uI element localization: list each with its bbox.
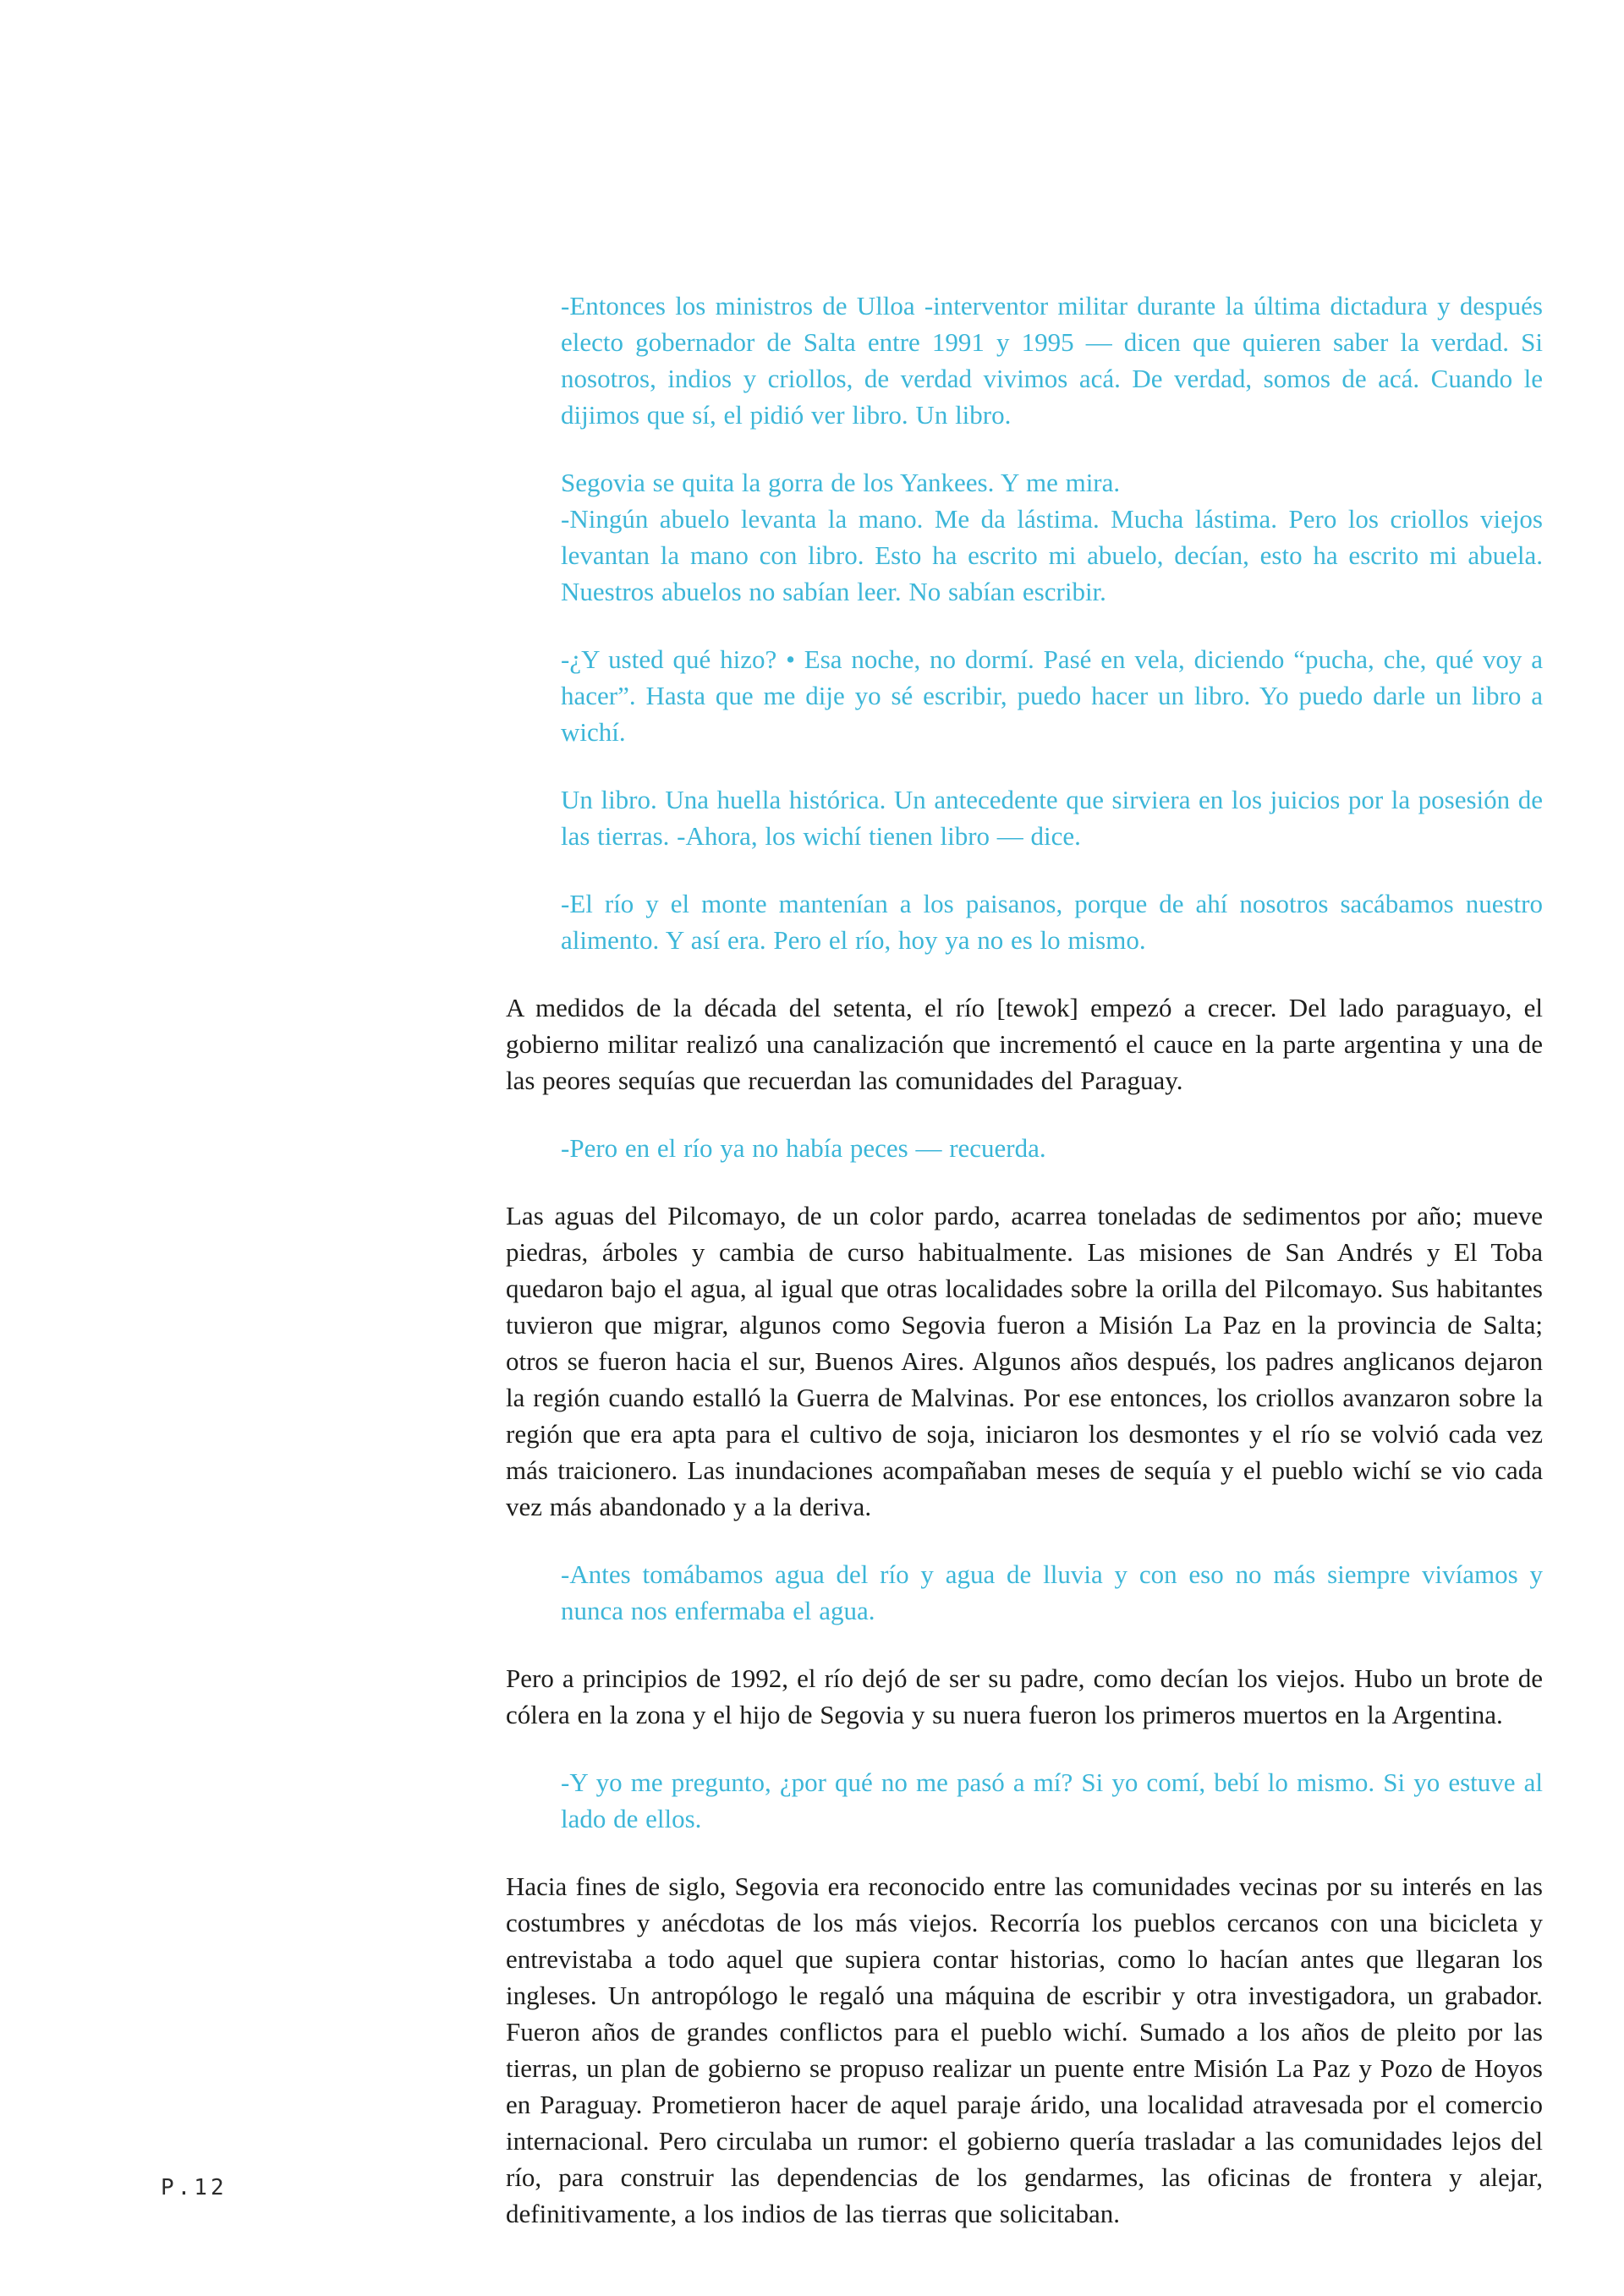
quote-paragraph: Un libro. Una huella histórica. Un antecedente que sirviera en los juicios por la posesión de las tierras. -Ahora, los wichí tienen libro — dice.	[561, 785, 1543, 851]
page-footer	[161, 2175, 228, 2200]
body-paragraph: Hacia fines de siglo, Segovia era reconocido entre las comunidades vecinas por su interés en las costumbres y anécdotas de los más viejos. Recorría los pueblos cercanos con una bicicleta y entrevistaba a todo aquel que supiera contar historias, como lo hacían antes que llegaran los ingleses. Un antropólogo le regaló una máquina de escribir y otra investigadora, un grabador. Fueron años de grandes conflictos para el pueblo wichí. Sumado a los años de pleito por las tierras, un plan de gobierno se propuso realizar un puente entre Misión La Paz y Pozo de Hoyos en Paraguay. Prometieron hacer de aquel paraje árido, una localidad atravesada por el comercio internacional. Pero circulaba un rumor: el gobierno quería trasladar a las comunidades lejos del río, para construir las dependencias de los gendarmes, las oficinas de frontera y alejar, definitivamente, a los indios de las tierras que solicitaban.	[506, 1871, 1543, 2228]
body-paragraph: Las aguas del Pilcomayo, de un color pardo, acarrea toneladas de sedimentos por año; mueve piedras, árboles y cambia de curso habitualmente. Las misiones de San Andrés y El Toba quedaron bajo el agua, al igual que otras localidades sobre la orilla del Pilcomayo. Sus habitantes tuvieron que migrar, algunos como Segovia fueron a Misión La Paz en la provincia de Salta; otros se fueron hacia el sur, Buenos Aires. Algunos años después, los padres anglicanos dejaron la región cuando estalló la Guerra de Malvinas. Por ese entonces, los criollos avanzaron sobre la región que era apta para el cultivo de soja, iniciaron los desmontes y el río se volvió cada vez más traicionero. Las inundaciones acompañaban meses de sequía y el pueblo wichí se vio cada vez más abandonado y a la deriva.	[506, 1201, 1543, 1521]
quote-paragraph: -¿Y usted qué hizo? • Esa noche, no dormí. Pasé en vela, diciendo “pucha, che, qué voy a hacer”. Hasta que me dije yo sé escribir, puedo hacer un libro. Yo puedo darle un libro a wichí.	[561, 644, 1543, 747]
quote-paragraph: -Entonces los ministros de Ulloa -interventor militar durante la última dictadura y después electo gobernador de Salta entre 1991 y 1995 — dicen que quieren saber la verdad. Si nosotros, indios y criollos, de verdad vivimos acá. De verdad, somos de acá. Cuando le dijimos que sí, el pidió ver libro. Un libro.	[561, 291, 1543, 430]
body-paragraph: Pero a principios de 1992, el río dejó de ser su padre, como decían los viejos. Hubo un brote de cólera en la zona y el hijo de Segovia y su nuera fueron los primeros muertos en la Argentina.	[506, 1663, 1543, 1729]
quote-paragraph: -El río y el monte mantenían a los paisanos, porque de ahí nosotros sacábamos nuestro alimento. Y así era. Pero el río, hoy ya no es lo mismo.	[561, 889, 1543, 955]
body-paragraph: A medidos de la década del setenta, el río [tewok] empezó a crecer. Del lado paraguayo, el gobierno militar realizó una canalización que incrementó el cauce en la parte argentina y una de las peores sequías que recuerdan las comunidades del Paraguay.	[506, 993, 1543, 1095]
text-column	[506, 288, 1543, 2263]
quote-paragraph: -Pero en el río ya no había peces — recuerda.	[561, 1133, 1046, 1163]
quote-paragraph: -Antes tomábamos agua del río y agua de lluvia y con eso no más siempre vivíamos y nunca nos enfermaba el agua.	[561, 1559, 1543, 1625]
page-number: P.12	[161, 2175, 228, 2200]
quote-paragraph: -Ningún abuelo levanta la mano. Me da lástima. Mucha lástima. Pero los criollos viejos levantan la mano con libro. Esto ha escrito mi abuelo, decían, esto ha escrito mi abuela. Nuestros abuelos no sabían leer. No sabían escribir.	[561, 504, 1543, 606]
quote-paragraph: Segovia se quita la gorra de los Yankees. Y me mira.	[561, 468, 1121, 497]
quote-paragraph: -Y yo me pregunto, ¿por qué no me pasó a mí? Si yo comí, bebí lo mismo. Si yo estuve al lado de ellos.	[561, 1767, 1543, 1833]
